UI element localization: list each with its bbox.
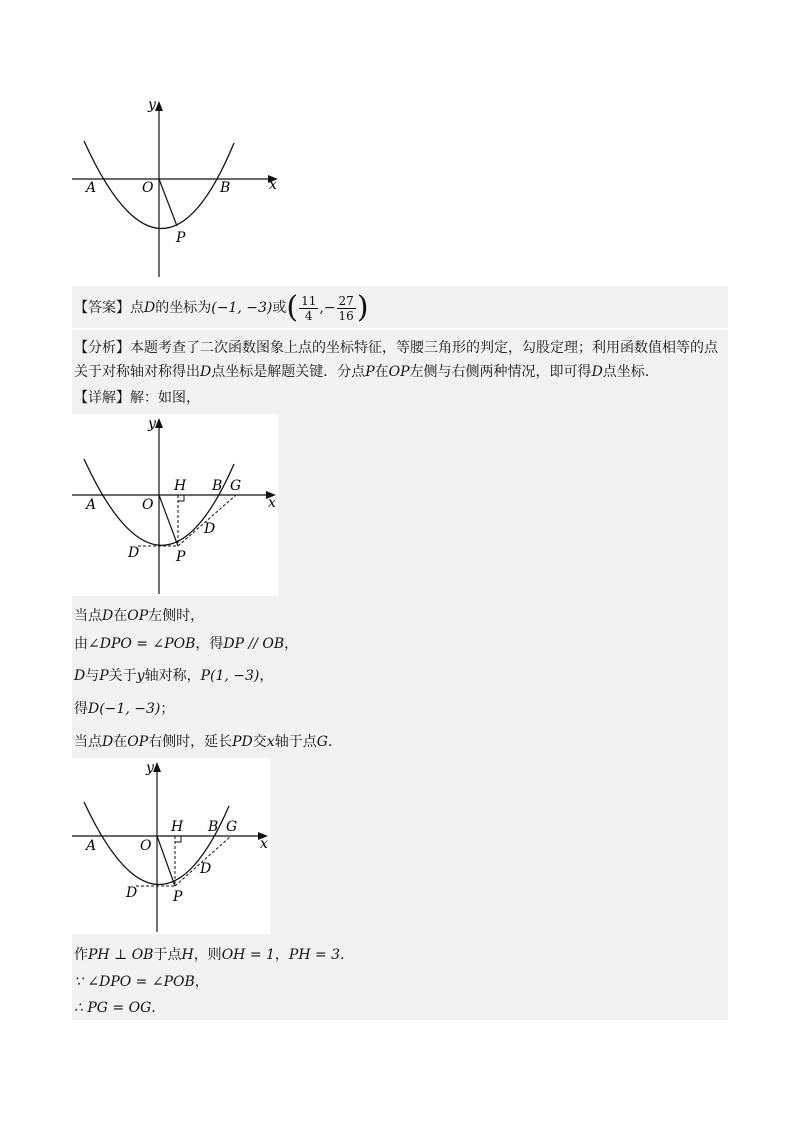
analysis-tag: 【分析】: [74, 340, 130, 356]
figure-parabola-3: [72, 758, 270, 934]
label-A: A: [86, 180, 97, 196]
svg-text:B: B: [208, 819, 219, 835]
svg-text:P: P: [173, 889, 183, 905]
svg-text:D: D: [204, 521, 216, 537]
step-7: ∵ ∠DPO = ∠POB，: [74, 974, 209, 990]
svg-text:x: x: [268, 495, 276, 511]
svg-text:G: G: [230, 478, 242, 494]
answer-line: 【答案】点D的坐标为(−1, −3)或( $\frac{11}{4}$ ,− $\frac{27}{16}$ ): [74, 290, 369, 325]
figure-parabola-2: [72, 414, 278, 596]
svg-text:y: y: [146, 760, 154, 776]
step-8: ∴ PG = OG．: [74, 1000, 166, 1016]
step-4: 得D(−1, −3)；: [74, 701, 175, 717]
svg-text:y: y: [148, 416, 156, 432]
answer-tag: 【答案】: [74, 300, 130, 316]
svg-text:D: D: [128, 545, 140, 561]
svg-text:O: O: [140, 838, 152, 854]
figure-parabola-1: [70, 95, 290, 285]
answer-coord-1: (−1, −3): [211, 300, 273, 316]
step-2: 由∠DPO = ∠POB，得DP // OB，: [74, 636, 299, 652]
step-5: 当点D在OP右侧时，延长PD交x轴于点G.: [74, 734, 333, 750]
svg-text:D: D: [126, 885, 138, 901]
svg-text:x: x: [260, 836, 268, 852]
svg-text:P: P: [176, 549, 186, 565]
label-O: O: [142, 180, 154, 196]
svg-text:G: G: [226, 819, 238, 835]
label-B: B: [220, 180, 231, 196]
svg-text:O: O: [142, 497, 154, 513]
step-1: 当点D在OP左侧时，: [74, 608, 205, 624]
label-P: P: [176, 230, 186, 246]
svg-text:B: B: [212, 478, 223, 494]
label-y: y: [148, 97, 156, 113]
svg-text:H: H: [171, 819, 184, 835]
detail-line: 【详解】解：如图，: [74, 390, 200, 406]
svg-text:H: H: [174, 478, 187, 494]
svg-text:A: A: [86, 497, 97, 513]
label-x: x: [269, 177, 277, 193]
step-3: D与P关于y轴对称，P(1, −3)，: [74, 668, 274, 684]
detail-tag: 【详解】: [74, 390, 130, 406]
svg-text:D: D: [200, 861, 212, 877]
step-6: 作PH ⊥ OB于点H，则OH = 1，PH = 3．: [74, 947, 355, 963]
analysis-line-2: 关于对称轴对称得出D点坐标是解题关键．分点P在OP左侧与右侧两种情况，即可得D点坐标.: [74, 364, 650, 380]
analysis-line-1: 【分析】本题考查了二次函数图象上点的坐标特征，等腰三角形的判定，勾股定理；利用函数值相等的点: [74, 340, 718, 356]
svg-text:A: A: [86, 838, 97, 854]
